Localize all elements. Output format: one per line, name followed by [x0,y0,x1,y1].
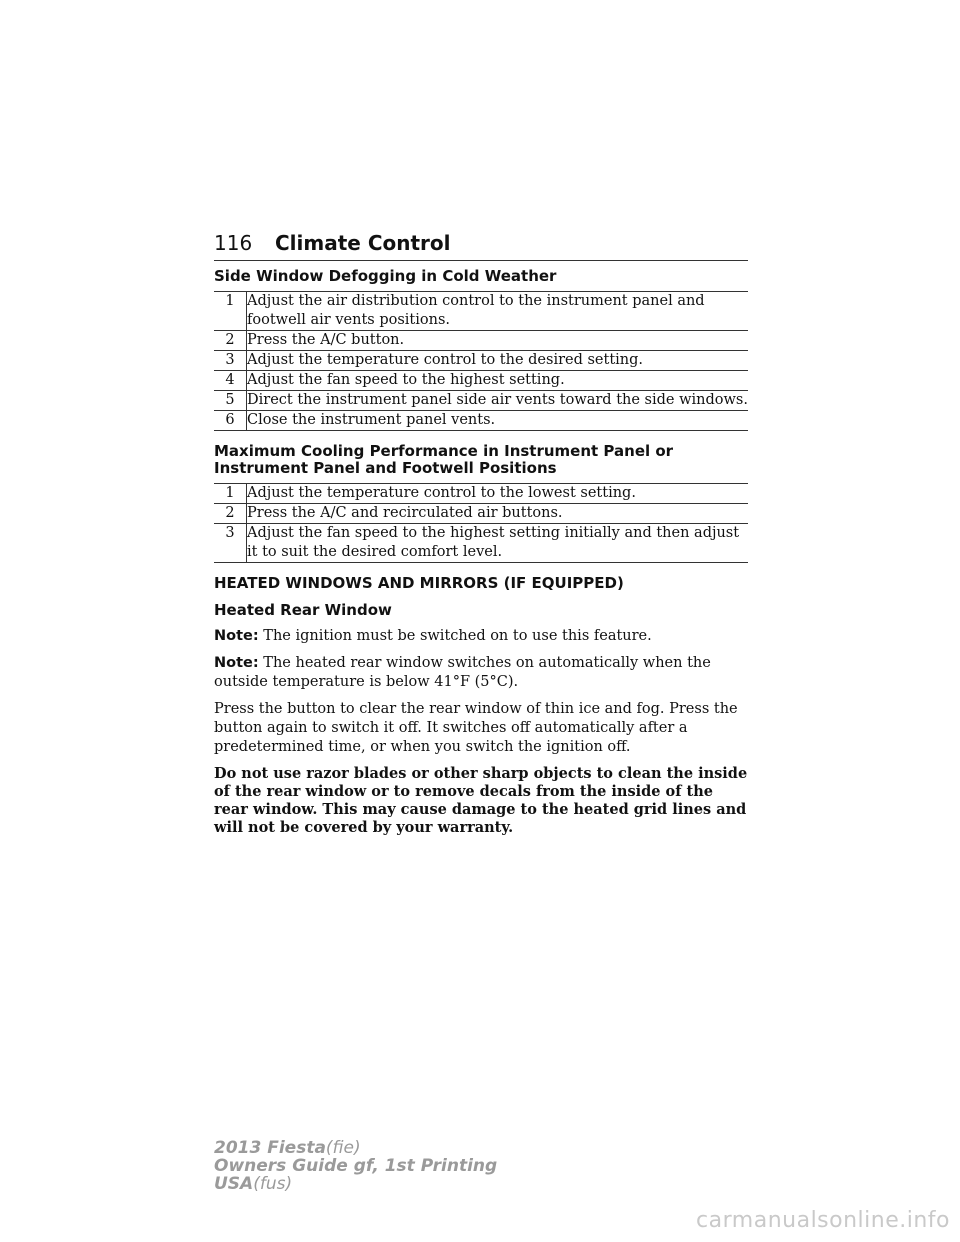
step-text: Press the A/C button. [247,331,749,351]
note-paragraph [214,627,748,646]
step-number: 3 [214,524,247,563]
side-window-heading: Side Window Defogging in Cold Weather [214,267,557,285]
step-text: Adjust the temperature control to the lowest setting. [247,484,749,504]
max-cooling-heading: Maximum Cooling Performance in Instrument Panel or Instrument Panel and Footwell Positions [214,442,674,477]
note-label: Note: [214,655,259,671]
heated-windows-heading: HEATED WINDOWS AND MIRRORS (IF EQUIPPED) [214,574,624,592]
note-label: Note: [214,628,259,644]
step-text: Adjust the fan speed to the highest setting initially and then adjust it to suit the desired comfort level. [247,524,749,563]
table-row [214,351,748,371]
step-number: 1 [214,292,247,331]
footer-guide: Owners Guide gf, 1st Printing [214,1156,498,1176]
note-paragraph [214,654,748,692]
step-number: 2 [214,504,247,524]
step-text: Adjust the fan speed to the highest setting. [247,371,749,391]
step-text: Close the instrument panel vents. [247,411,749,431]
warning-paragraph: Do not use razor blades or other sharp objects to clean the inside of the rear window or to remove decals from the inside of the rear window. This may cause damage to the heated grid lines and will not be covered by your warranty. [214,765,748,836]
table-row [214,504,748,524]
note-text: The ignition must be switched on to use this feature. [263,628,652,644]
note-text: The heated rear window switches on automatically when the outside temperature is below 41°F (5°C). [214,655,711,690]
footer-line [214,1139,497,1157]
footer-region: USA [214,1174,254,1194]
step-number: 6 [214,411,247,431]
page-number: 116 [214,231,253,255]
step-number: 1 [214,484,247,504]
table-row [214,524,748,563]
watermark: carmanualsonline.info [696,1208,950,1233]
table-row [214,484,748,504]
step-number: 3 [214,351,247,371]
footer-model-code: (fie) [325,1138,361,1158]
footer-model: 2013 Fiesta [214,1138,326,1158]
footer-line [214,1175,497,1193]
document-footer [214,1139,497,1193]
page-header [214,232,748,261]
step-text: Adjust the temperature control to the desired setting. [247,351,749,371]
step-number: 4 [214,371,247,391]
body-paragraph: Press the button to clear the rear window of thin ice and fog. Press the button again to switch it off. It switches off automatically after a predetermined time, or when you switch the ignition off. [214,701,738,755]
page-content [214,268,748,837]
section-title: Climate Control [275,231,451,255]
step-text: Adjust the air distribution control to the instrument panel and footwell air vents positions. [247,292,749,331]
heated-rear-window-heading: Heated Rear Window [214,601,392,619]
table-row [214,292,748,331]
table-row [214,391,748,411]
step-number: 5 [214,391,247,411]
step-text: Press the A/C and recirculated air buttons. [247,504,749,524]
table-row [214,331,748,351]
step-text: Direct the instrument panel side air vents toward the side windows. [247,391,749,411]
step-number: 2 [214,331,247,351]
side-window-steps-table [214,291,748,431]
footer-region-code: (fus) [253,1174,293,1194]
max-cooling-steps-table [214,483,748,563]
table-row [214,411,748,431]
table-row [214,371,748,391]
